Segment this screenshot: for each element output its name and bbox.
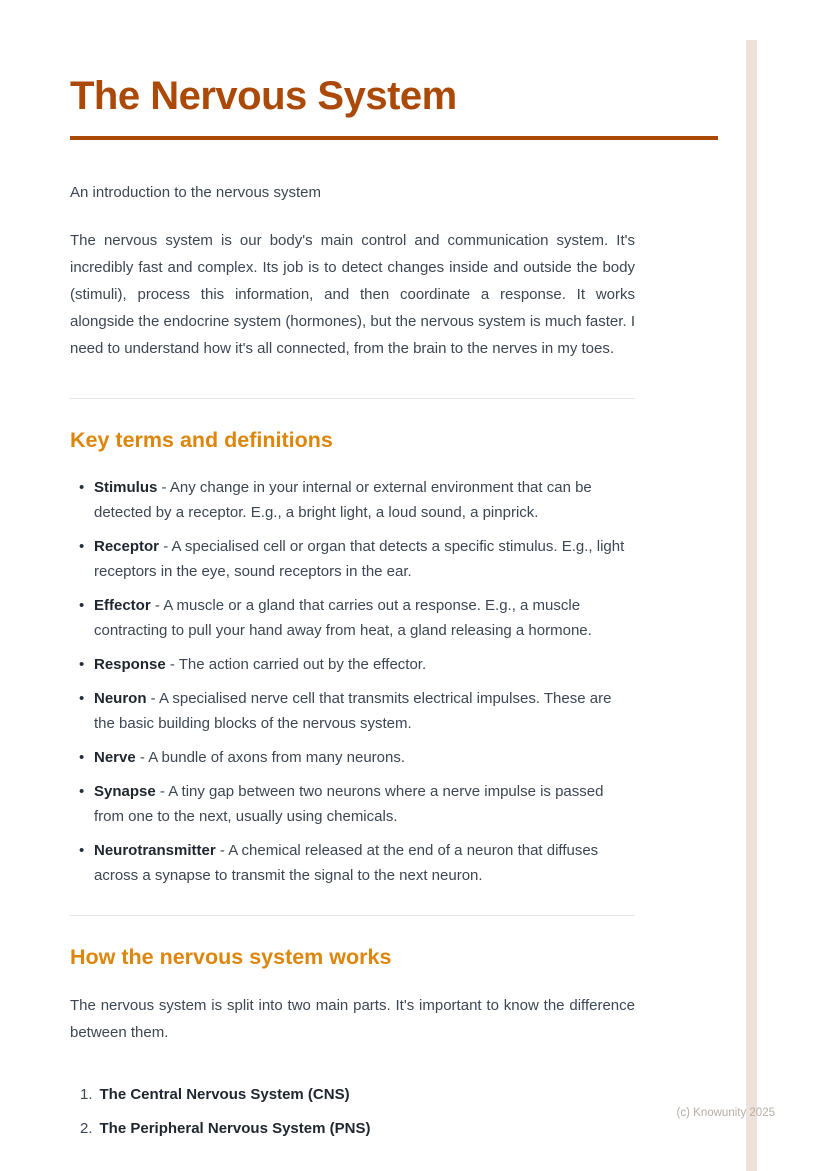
- term-definition: - A muscle or a gland that carries out a response. E.g., a muscle contracting to pull your hand away from heat, a gland releasing a hormone.: [94, 596, 592, 639]
- term-item-synapse: [70, 779, 635, 829]
- bullet-icon: •: [79, 537, 85, 555]
- term-item-receptor: [70, 534, 635, 584]
- term-definition: - A specialised nerve cell that transmits electrical impulses. These are the basic building blocks of the nervous system.: [94, 689, 612, 732]
- numbered-item-cns: [70, 1082, 635, 1107]
- item-label: The Central Nervous System (CNS): [99, 1085, 350, 1103]
- term-definition: - The action carried out by the effector.: [165, 655, 427, 673]
- intro-line: An introduction to the nervous system: [70, 184, 321, 201]
- item-number: 2.: [80, 1119, 93, 1137]
- term-definition: - Any change in your internal or external environment that can be detected by a receptor. E.g., a bright light, a loud sound, a pinprick.: [94, 478, 592, 521]
- page-title: The Nervous System: [70, 74, 457, 118]
- how-it-works-paragraph: The nervous system is split into two main parts. It's important to know the difference between them.: [70, 996, 635, 1041]
- item-number: 1.: [80, 1085, 93, 1103]
- bullet-icon: •: [79, 689, 85, 707]
- term-item-neuron: [70, 686, 635, 736]
- term-label: Stimulus: [94, 478, 158, 496]
- bullet-icon: •: [79, 596, 85, 614]
- term-item-neurotransmitter: [70, 838, 635, 888]
- bullet-icon: •: [79, 655, 85, 673]
- page-edge-strip: [746, 40, 757, 1171]
- bullet-icon: •: [79, 478, 85, 496]
- copyright-note: (c) Knowunity 2025: [676, 1107, 775, 1119]
- term-definition: - A bundle of axons from many neurons.: [135, 748, 406, 766]
- section-heading-key-terms: Key terms and definitions: [70, 427, 333, 452]
- nervous-system-parts-list: [70, 1082, 635, 1141]
- term-item-stimulus: [70, 475, 635, 525]
- term-item-effector: [70, 593, 635, 643]
- title-divider: [70, 136, 718, 140]
- intro-paragraph: The nervous system is our body's main control and communication system. It's incredibly fast and complex. Its job is to detect changes inside and outside the body (stimuli), process this information, and then coordinate a response. It works alongside the endocrine system (hormones), but the nervous system is much faster. I need to understand how it's all connected, from the brain to the nerves in my toes.: [70, 231, 635, 357]
- term-item-response: [70, 652, 635, 677]
- term-label: Effector: [94, 596, 151, 614]
- bullet-icon: •: [79, 748, 85, 766]
- term-label: Receptor: [94, 537, 160, 555]
- section-divider: [70, 398, 635, 399]
- text-column: [70, 182, 635, 1141]
- bullet-icon: •: [79, 782, 85, 800]
- term-label: Neurotransmitter: [94, 841, 216, 859]
- term-label: Response: [94, 655, 166, 673]
- section-divider: [70, 915, 635, 916]
- term-label: Neuron: [94, 689, 147, 707]
- item-label: The Peripheral Nervous System (PNS): [99, 1119, 371, 1137]
- document-content: [70, 0, 718, 1150]
- term-definition: - A chemical released at the end of a neuron that diffuses across a synapse to transmit the signal to the next neuron.: [94, 841, 599, 884]
- section-heading-how-it-works: How the nervous system works: [70, 944, 392, 969]
- term-label: Nerve: [94, 748, 136, 766]
- bullet-icon: •: [79, 841, 85, 859]
- term-definition: - A specialised cell or organ that detects a specific stimulus. E.g., light receptors in the eye, sound receptors in the ear.: [94, 537, 625, 580]
- numbered-item-pns: [70, 1116, 635, 1141]
- term-label: Synapse: [94, 782, 156, 800]
- term-definition: - A tiny gap between two neurons where a nerve impulse is passed from one to the next, usually using chemicals.: [94, 782, 604, 825]
- term-item-nerve: [70, 745, 635, 770]
- key-terms-list: [70, 475, 635, 888]
